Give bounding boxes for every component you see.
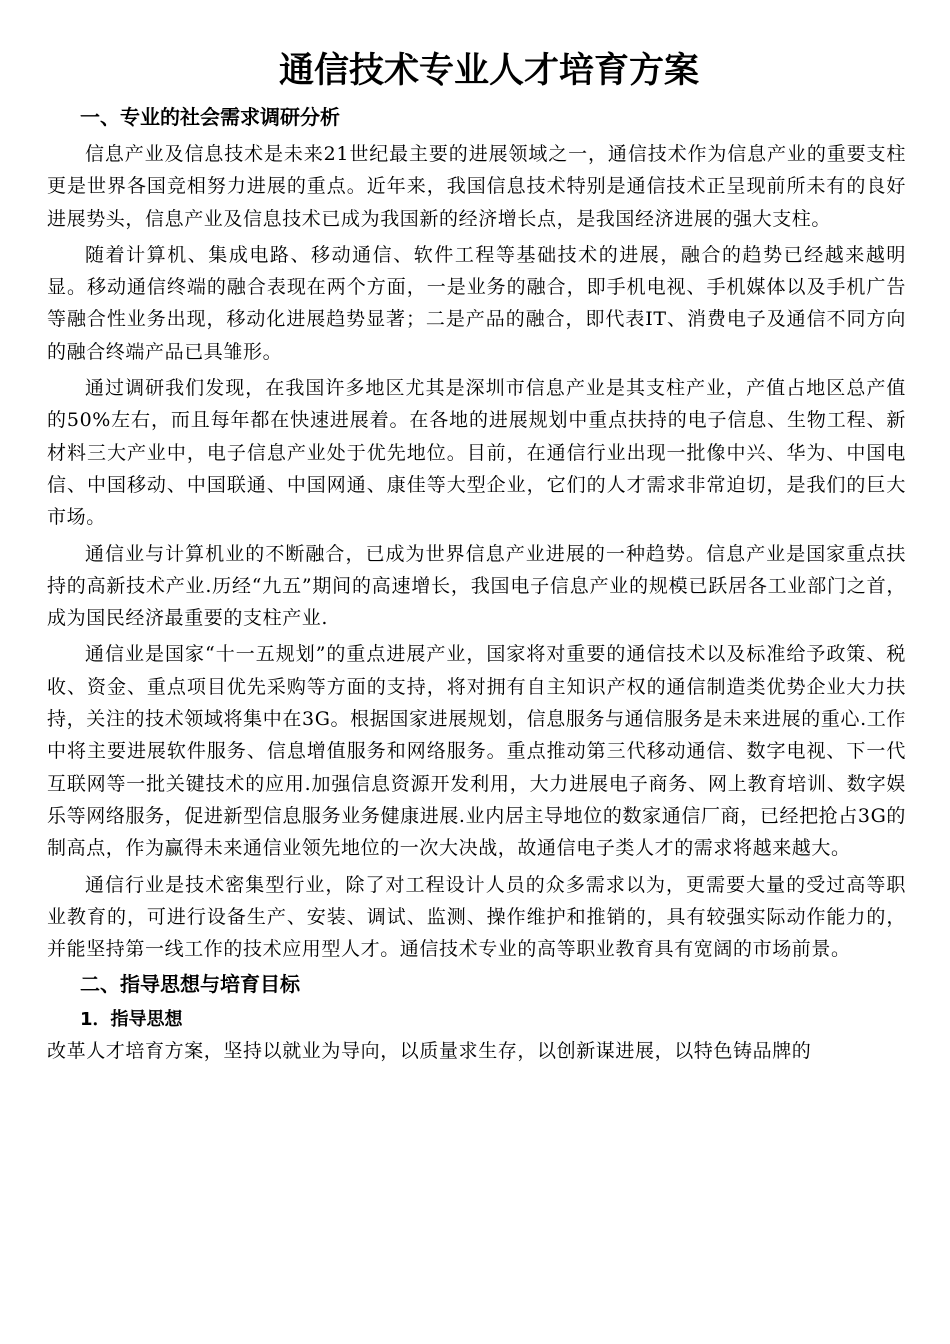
paragraph: 信息产业及信息技术是未来21世纪最主要的进展领域之一，通信技术作为信息产业的重要支柱更是世界各国竞相努力进展的重点。近年来，我国信息技术特别是通信技术正呈现前所未有的良好进展势头，信息产业及信息技术已成为我国新的经济增长点，是我国经济进展的强大支柱。 <box>47 143 906 230</box>
section-heading-1: 一、专业的社会需求调研分析 <box>80 105 340 129</box>
subheading-guiding-ideology: 1．指导思想 <box>80 1009 183 1031</box>
paragraph: 通信行业是技术密集型行业，除了对工程设计人员的众多需求以为，更需要大量的受过高等职业教育的，可进行设备生产、安装、调试、监测、操作维护和推销的，具有较强实际动作能力的，并能坚持第一线工作的技术应用型人才。通信技术专业的高等职业教育具有宽阔的市场前景。 <box>47 873 906 961</box>
section-1-body <box>47 138 906 965</box>
paragraph: 通信业是国家“十一五规划”的重点进展产业，国家将对重要的通信技术以及标准给予政策、税收、资金、重点项目优先采购等方面的支持，将对拥有自主知识产权的通信制造类优势企业大力扶持，关注的技术领域将集中在3G。根据国家进展规划，信息服务与通信服务是未来进展的重心.工作中将主要进展软件服务、信息增值服务和网络服务。重点推动第三代移动通信、数字电视、下一代互联网等一批关键技术的应用.加强信息资源开发利用，大力进展电子商务、网上教育培训、数字娱乐等网络服务，促进新型信息服务业务健康进展.业内居主导地位的数家通信厂商，已经把抢占3G的制高点，作为赢得未来通信业领先地位的一次大决战，故通信电子类人才的需求将越来越大。 <box>47 643 906 860</box>
document-title: 通信技术专业人才培育方案 <box>278 51 699 91</box>
paragraph: 通过调研我们发现，在我国许多地区尤其是深圳市信息产业是其支柱产业，产值占地区总产值的50%左右，而且每年都在快速进展着。在各地的进展规划中重点扶持的电子信息、生物工程、新材料三大产业中，电子信息产业处于优先地位。目前，在通信行业出现一批像中兴、华为、中国电信、中国移动、中国联通、中国网通、康佳等大型企业，它们的人才需求非常迫切，是我们的巨大市场。 <box>47 377 906 529</box>
paragraph: 改革人才培育方案，坚持以就业为导向，以质量求生存，以创新谋进展，以特色铸品牌的 <box>47 1040 812 1063</box>
section-heading-2: 二、指导思想与培育目标 <box>80 972 300 997</box>
paragraph: 随着计算机、集成电路、移动通信、软件工程等基础技术的进展，融合的趋势已经越来越明显。移动通信终端的融合表现在两个方面，一是业务的融合，即手机电视、手机媒体以及手机广告等融合性业务出现，移动化进展趋势显著；二是产品的融合，即代表IT、消费电子及通信不同方向的融合终端产品已具雏形。 <box>47 243 906 363</box>
paragraph: 通信业与计算机业的不断融合，已成为世界信息产业进展的一种趋势。信息产业是国家重点扶持的高新技术产业.历经“九五”期间的高速增长，我国电子信息产业的规模已跃居各工业部门之首，成为国民经济最重要的支柱产业. <box>47 542 906 630</box>
